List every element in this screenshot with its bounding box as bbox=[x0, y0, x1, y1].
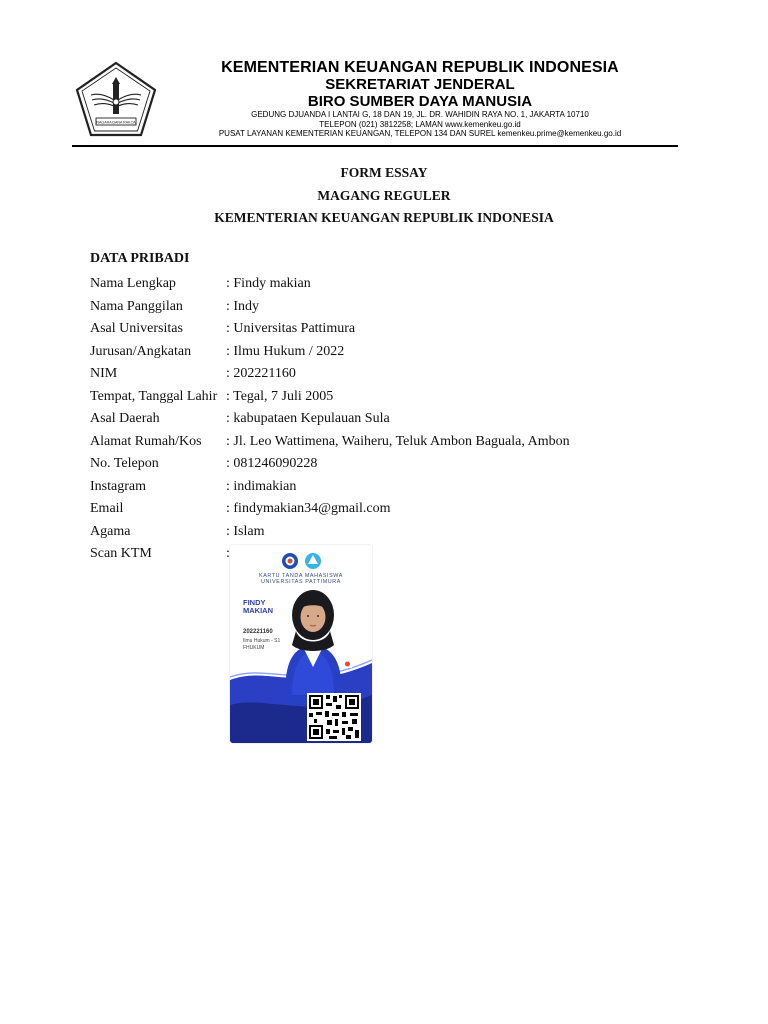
field-label: Asal Universitas bbox=[90, 321, 183, 336]
field-label: Alamat Rumah/Kos bbox=[90, 433, 202, 449]
title-line-2: MAGANG REGULER bbox=[317, 187, 451, 203]
field-row bbox=[90, 363, 570, 386]
contact-line: TELEPON (021) 3812258; LAMAN www.kemenkeu.go.id bbox=[319, 119, 521, 129]
field-row bbox=[90, 453, 570, 476]
field-value: : Tegal, 7 Juli 2005 bbox=[226, 388, 334, 404]
field-label: Tempat, Tanggal Lahir bbox=[90, 388, 218, 404]
field-row bbox=[90, 273, 570, 296]
personal-data-list bbox=[90, 273, 570, 566]
field-row bbox=[90, 341, 570, 364]
ministry-name: KEMENTERIAN KEUANGAN REPUBLIK INDONESIA bbox=[221, 59, 619, 76]
field-value: : Indy bbox=[226, 298, 260, 314]
field-value: : 081246090228 bbox=[226, 456, 318, 471]
field-value: : kabupataen Kepulauan Sula bbox=[226, 411, 390, 426]
svg-text:NAGARA DANA RAKCA: NAGARA DANA RAKCA bbox=[96, 120, 136, 125]
field-row bbox=[90, 318, 570, 341]
form-title bbox=[0, 162, 768, 230]
field-label: No. Telepon bbox=[90, 456, 159, 471]
field-row bbox=[90, 408, 570, 431]
field-row bbox=[90, 431, 570, 454]
field-label: Scan KTM bbox=[90, 546, 152, 561]
field-value: : Islam bbox=[226, 523, 265, 539]
title-line-1: FORM ESSAY bbox=[340, 165, 428, 180]
field-label: Nama Panggilan bbox=[90, 298, 183, 314]
letterhead bbox=[160, 58, 680, 139]
field-value: : indimakian bbox=[226, 478, 297, 494]
field-row bbox=[90, 476, 570, 499]
field-value: : bbox=[226, 546, 230, 561]
secretariat-name: SEKRETARIAT JENDERAL bbox=[325, 76, 515, 93]
field-label: Nama Lengkap bbox=[90, 276, 176, 291]
address-line: GEDUNG DJUANDA I LANTAI G, 18 DAN 19, JL. DR. WAHIDIN RAYA NO. 1, JAKARTA 10710 bbox=[251, 110, 589, 119]
card-header-line-2: UNIVERSITAS PATTIMURA bbox=[261, 579, 341, 585]
field-value: : findymakian34@gmail.com bbox=[226, 501, 391, 516]
field-value: : Jl. Leo Wattimena, Waiheru, Teluk Ambon Baguala, Ambon bbox=[226, 433, 570, 449]
field-label: Instagram bbox=[90, 478, 146, 494]
section-title: DATA PRIBADI bbox=[90, 251, 190, 266]
card-first-name: FINDY bbox=[243, 598, 266, 607]
field-label: Agama bbox=[90, 523, 131, 539]
field-value: : Ilmu Hukum / 2022 bbox=[226, 343, 345, 359]
kemenkeu-logo bbox=[74, 60, 158, 138]
field-row bbox=[90, 296, 570, 319]
field-label: Asal Daerah bbox=[90, 411, 160, 426]
letterhead-divider bbox=[72, 145, 678, 147]
card-header-line-1: KARTU TANDA MAHASISWA bbox=[259, 573, 343, 579]
service-line: PUSAT LAYANAN KEMENTERIAN KEUANGAN, TELEPON 134 DAN SUREL kemenkeu.prime@kemenkeu.go.id bbox=[218, 129, 622, 138]
ktm-card-scan bbox=[230, 545, 372, 743]
field-label: Jurusan/Angkatan bbox=[90, 343, 192, 359]
field-row bbox=[90, 521, 570, 544]
field-row bbox=[90, 498, 570, 521]
field-label: Email bbox=[90, 501, 124, 516]
bureau-name: BIRO SUMBER DAYA MANUSIA bbox=[307, 93, 533, 110]
field-value: : Universitas Pattimura bbox=[226, 321, 356, 336]
qr-code-icon bbox=[307, 693, 361, 741]
field-row bbox=[90, 386, 570, 409]
field-value: : Findy makian bbox=[226, 276, 311, 291]
field-label: NIM bbox=[90, 366, 118, 381]
field-value: : 202221160 bbox=[226, 366, 296, 381]
title-line-3: KEMENTERIAN KEUANGAN REPUBLIK INDONESIA bbox=[214, 210, 554, 225]
card-nim: 202221160 bbox=[243, 629, 273, 635]
card-last-name: MAKIAN bbox=[243, 606, 273, 615]
card-faculty: FHUKUM bbox=[243, 645, 265, 651]
card-program: Ilmu Hukum - S1 bbox=[243, 638, 281, 644]
